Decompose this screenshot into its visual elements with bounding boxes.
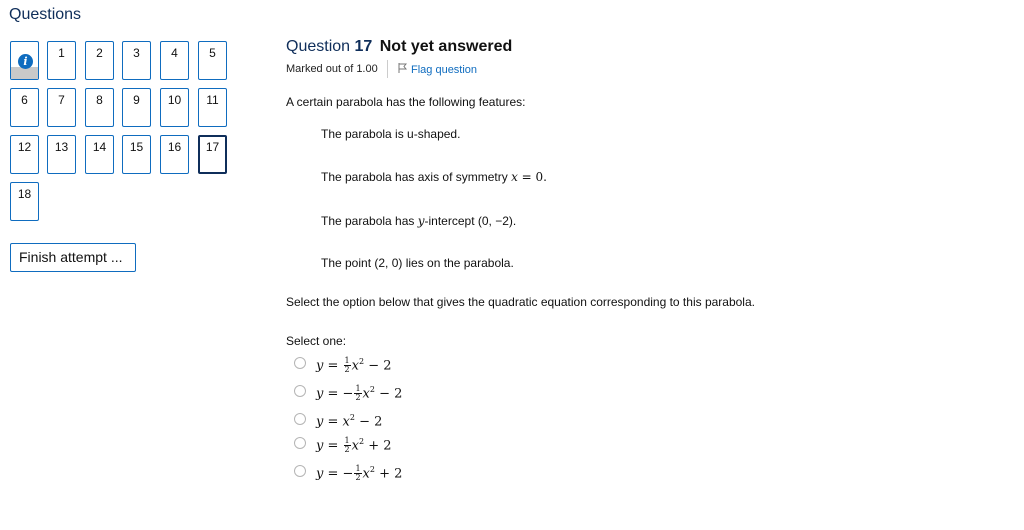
quiz-nav-button-11[interactable]: 11 bbox=[198, 88, 227, 127]
feature-3-post: -intercept (0, −2). bbox=[424, 214, 517, 228]
option-d-radio[interactable] bbox=[294, 437, 306, 449]
feature-4: The point (2, 0) lies on the parabola. bbox=[321, 256, 514, 270]
equals: = bbox=[323, 438, 343, 454]
quiz-nav-button-9[interactable]: 9 bbox=[122, 88, 151, 127]
denominator: 2 bbox=[355, 393, 361, 403]
denominator: 2 bbox=[355, 473, 361, 483]
feature-2-eq: = 0. bbox=[517, 170, 547, 184]
x-var: x bbox=[351, 438, 359, 454]
flag-question-link[interactable] bbox=[398, 63, 477, 76]
option-b-radio[interactable] bbox=[294, 385, 306, 397]
quiz-nav-button-10[interactable]: 10 bbox=[160, 88, 189, 127]
quiz-nav-button-1[interactable]: 1 bbox=[47, 41, 76, 80]
flag-icon bbox=[398, 63, 408, 76]
constant: − 2 bbox=[364, 358, 392, 374]
denominator: 2 bbox=[344, 365, 350, 375]
exponent: 2 bbox=[358, 357, 365, 366]
quiz-nav-button-14[interactable]: 14 bbox=[85, 135, 114, 174]
flag-question-label: Flag question bbox=[411, 64, 478, 76]
question-prefix: Question bbox=[286, 38, 351, 55]
quiz-nav-button-4[interactable]: 4 bbox=[160, 41, 189, 80]
equals: = bbox=[323, 386, 343, 402]
numerator: 1 bbox=[355, 384, 361, 394]
quiz-nav-button-16[interactable]: 16 bbox=[160, 135, 189, 174]
feature-3-var: y bbox=[417, 214, 425, 228]
exponent: 2 bbox=[369, 385, 375, 394]
quiz-nav-button-18[interactable]: 18 bbox=[10, 182, 39, 221]
quiz-nav-button-13[interactable]: 13 bbox=[47, 135, 76, 174]
denominator: 2 bbox=[344, 445, 350, 455]
question-header bbox=[286, 38, 512, 56]
y-var: y bbox=[316, 386, 324, 402]
quiz-nav-info-button[interactable] bbox=[10, 41, 39, 80]
quiz-nav-button-5[interactable]: 5 bbox=[198, 41, 227, 80]
option-c-label[interactable] bbox=[316, 413, 382, 429]
constant: − 2 bbox=[374, 386, 403, 402]
y-var: y bbox=[316, 414, 324, 430]
option-a-radio[interactable] bbox=[294, 357, 306, 369]
quiz-nav-button-12[interactable]: 12 bbox=[10, 135, 39, 174]
quiz-nav-button-15[interactable]: 15 bbox=[122, 135, 151, 174]
question-intro: A certain parabola has the following features: bbox=[286, 95, 526, 109]
question-prompt: Select the option below that gives the quadratic equation corresponding to this parabola. bbox=[286, 295, 755, 309]
feature-2-var: x bbox=[511, 170, 518, 184]
exponent: 2 bbox=[349, 413, 355, 422]
feature-3-pre: The parabola has bbox=[321, 214, 418, 228]
select-one-label: Select one: bbox=[286, 334, 347, 348]
option-e-radio[interactable] bbox=[294, 465, 306, 477]
info-icon: i bbox=[18, 54, 33, 69]
constant: − 2 bbox=[354, 414, 383, 430]
numerator: 1 bbox=[344, 436, 350, 446]
exponent: 2 bbox=[358, 437, 365, 446]
fraction bbox=[344, 437, 351, 454]
fraction bbox=[354, 385, 361, 402]
feature-3 bbox=[321, 214, 516, 228]
equals: = bbox=[323, 358, 343, 374]
minus-sign: − bbox=[342, 466, 354, 482]
finish-attempt-button[interactable]: Finish attempt ... bbox=[10, 243, 136, 272]
feature-2-pre: The parabola has axis of symmetry bbox=[321, 170, 512, 184]
fraction bbox=[344, 357, 351, 374]
exponent: 2 bbox=[369, 465, 375, 474]
equals: = bbox=[323, 414, 343, 430]
quiz-nav-button-2[interactable]: 2 bbox=[85, 41, 114, 80]
option-d-label[interactable] bbox=[316, 437, 392, 454]
x-var: x bbox=[362, 466, 370, 482]
question-state: Not yet answered bbox=[379, 38, 513, 55]
option-c-radio[interactable] bbox=[294, 413, 306, 425]
option-b-label[interactable] bbox=[316, 385, 402, 402]
option-a-label[interactable] bbox=[316, 357, 392, 374]
y-var: y bbox=[316, 438, 324, 454]
y-var: y bbox=[316, 358, 324, 374]
question-number: 17 bbox=[354, 38, 373, 55]
feature-1: The parabola is u-shaped. bbox=[321, 127, 461, 141]
y-var: y bbox=[316, 466, 324, 482]
nav-title: Questions bbox=[9, 6, 82, 23]
quiz-nav-button-6[interactable]: 6 bbox=[10, 88, 39, 127]
divider bbox=[387, 60, 388, 78]
constant: + 2 bbox=[364, 438, 392, 454]
marked-out-of: Marked out of 1.00 bbox=[286, 63, 378, 75]
minus-sign: − bbox=[342, 386, 354, 402]
option-e-label[interactable] bbox=[316, 465, 402, 482]
fraction bbox=[354, 465, 361, 482]
x-var: x bbox=[362, 386, 370, 402]
x-var: x bbox=[351, 358, 359, 374]
quiz-nav-button-8[interactable]: 8 bbox=[85, 88, 114, 127]
x-var: x bbox=[342, 414, 350, 430]
equals: = bbox=[323, 466, 343, 482]
constant: + 2 bbox=[374, 466, 403, 482]
quiz-nav-button-7[interactable]: 7 bbox=[47, 88, 76, 127]
quiz-nav-button-17-current[interactable]: 17 bbox=[198, 135, 227, 174]
numerator: 1 bbox=[344, 356, 350, 366]
numerator: 1 bbox=[355, 464, 361, 474]
feature-2 bbox=[321, 170, 547, 184]
quiz-nav-button-3[interactable]: 3 bbox=[122, 41, 151, 80]
